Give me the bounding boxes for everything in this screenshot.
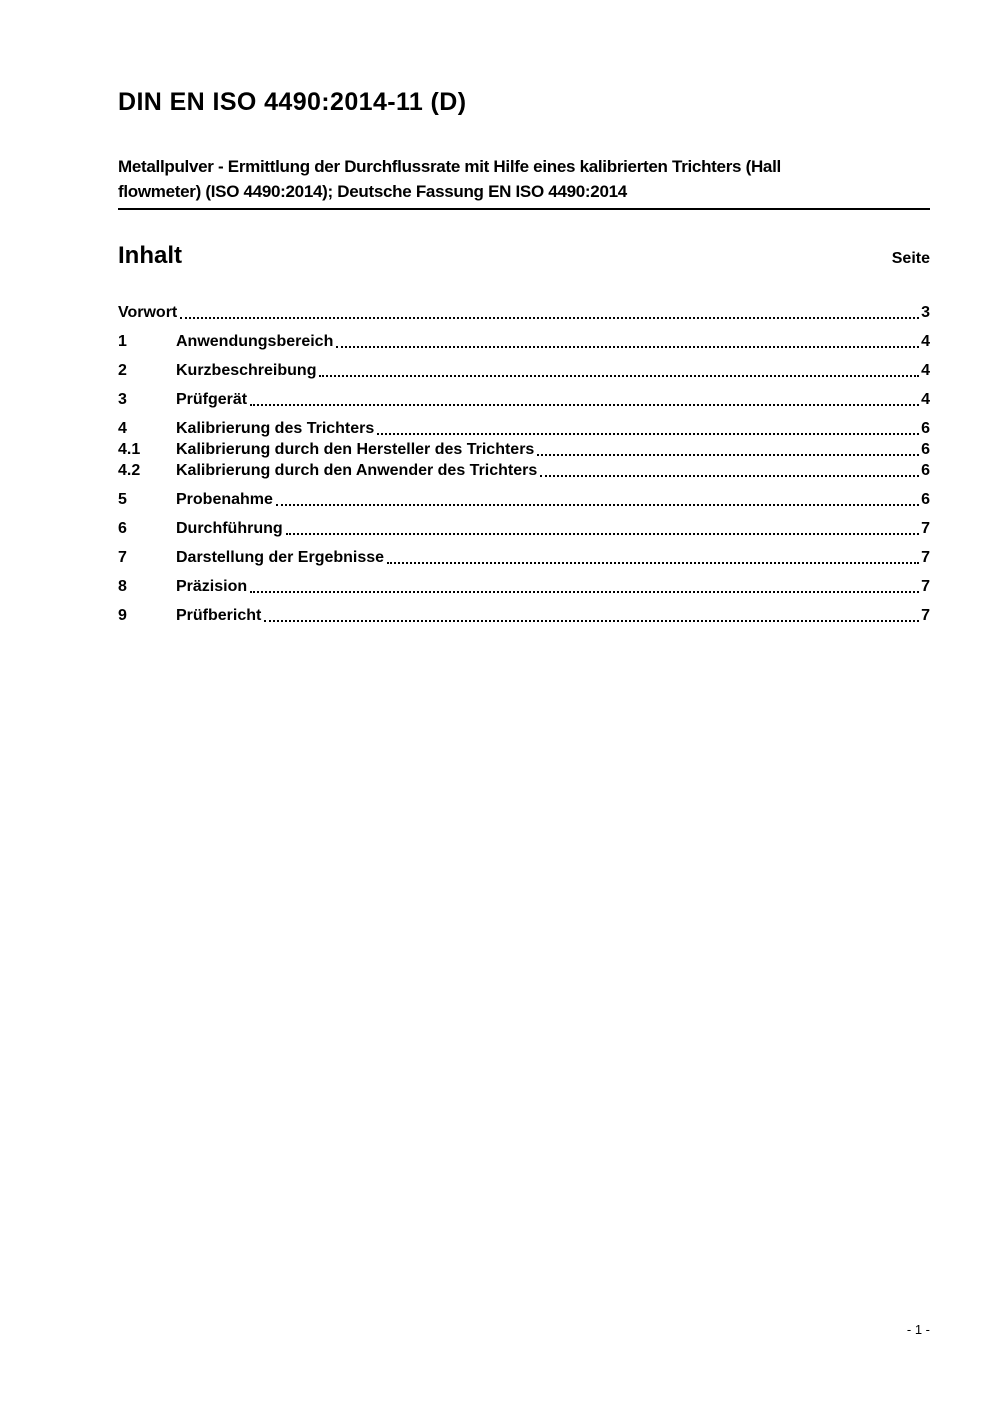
toc-entry-page: 6	[921, 462, 930, 479]
toc-entry[interactable]	[118, 576, 930, 597]
toc-entry[interactable]	[118, 302, 930, 323]
toc-entry-page: 4	[921, 362, 930, 379]
toc-entry-page: 7	[921, 549, 930, 566]
toc-entry-number: 6	[118, 520, 127, 537]
toc-leader-dots	[540, 475, 919, 477]
document-subtitle	[118, 154, 930, 210]
toc-list	[118, 302, 930, 626]
toc-entry-page: 7	[921, 578, 930, 595]
toc-entry-label: Kalibrierung durch den Anwender des Trichters	[176, 462, 538, 479]
toc-entry-number: 4.2	[118, 462, 141, 479]
toc-entry[interactable]	[118, 360, 930, 381]
toc-entry-page: 7	[921, 607, 930, 624]
toc-entry-page: 7	[921, 520, 930, 537]
toc-leader-dots	[537, 454, 919, 456]
toc-leader-dots	[377, 433, 919, 435]
toc-entry[interactable]	[118, 389, 930, 410]
toc-entry[interactable]	[118, 460, 930, 481]
toc-entry-page: 4	[921, 333, 930, 350]
toc-leader-dots	[250, 591, 919, 593]
toc-leader-dots	[319, 375, 919, 377]
toc-leader-dots	[250, 404, 919, 406]
toc-page-column-label: Seite	[891, 250, 930, 267]
toc-entry-label: Anwendungsbereich	[176, 333, 334, 350]
toc-leader-dots	[180, 317, 919, 319]
toc-entry-number: 5	[118, 491, 127, 508]
toc-entry-number: 3	[118, 391, 127, 408]
toc-header	[118, 242, 930, 270]
toc-heading: Inhalt	[118, 242, 182, 269]
document-subtitle-line2: flowmeter) (ISO 4490:2014); Deutsche Fassung EN ISO 4490:2014	[118, 182, 627, 201]
toc-entry-number: 7	[118, 549, 127, 566]
document-subtitle-line1: Metallpulver - Ermittlung der Durchflussrate mit Hilfe eines kalibrierten Trichters (Hall	[118, 157, 781, 176]
toc-entry-label: Kalibrierung durch den Hersteller des Trichters	[176, 441, 535, 458]
toc-entry-label: Probenahme	[176, 491, 273, 508]
toc-leader-dots	[264, 620, 919, 622]
toc-entry[interactable]	[118, 418, 930, 439]
toc-entry-label: Darstellung der Ergebnisse	[176, 549, 385, 566]
document-title: DIN EN ISO 4490:2014-11 (D)	[118, 88, 467, 116]
toc-entry-label: Präzision	[176, 578, 248, 595]
toc-entry-number: 1	[118, 333, 127, 350]
page-number-footer: - 1 -	[906, 1322, 930, 1337]
toc-entry[interactable]	[118, 518, 930, 539]
toc-entry[interactable]	[118, 605, 930, 626]
toc-entry-label: Prüfbericht	[176, 607, 262, 624]
toc-entry-label: Prüfgerät	[176, 391, 248, 408]
toc-entry-label: Kurzbeschreibung	[176, 362, 317, 379]
toc-entry-page: 6	[921, 420, 930, 437]
toc-entry-number: 2	[118, 362, 127, 379]
toc-entry-number: 8	[118, 578, 127, 595]
toc-entry-label: Durchführung	[176, 520, 283, 537]
toc-entry[interactable]	[118, 547, 930, 568]
toc-leader-dots	[336, 346, 919, 348]
toc-entry-page: 6	[921, 491, 930, 508]
toc-entry-page: 4	[921, 391, 930, 408]
toc-leader-dots	[286, 533, 919, 535]
toc-entry[interactable]	[118, 439, 930, 460]
toc-entry-number: 4.1	[118, 441, 141, 458]
toc-entry[interactable]	[118, 489, 930, 510]
toc-entry-number: 4	[118, 420, 127, 437]
toc-entry[interactable]	[118, 331, 930, 352]
toc-entry-label: Vorwort	[118, 304, 178, 321]
toc-entry-label: Kalibrierung des Trichters	[176, 420, 375, 437]
toc-leader-dots	[387, 562, 919, 564]
toc-entry-page: 6	[921, 441, 930, 458]
toc-entry-page: 3	[921, 304, 930, 321]
toc-leader-dots	[276, 504, 919, 506]
toc-entry-number: 9	[118, 607, 127, 624]
